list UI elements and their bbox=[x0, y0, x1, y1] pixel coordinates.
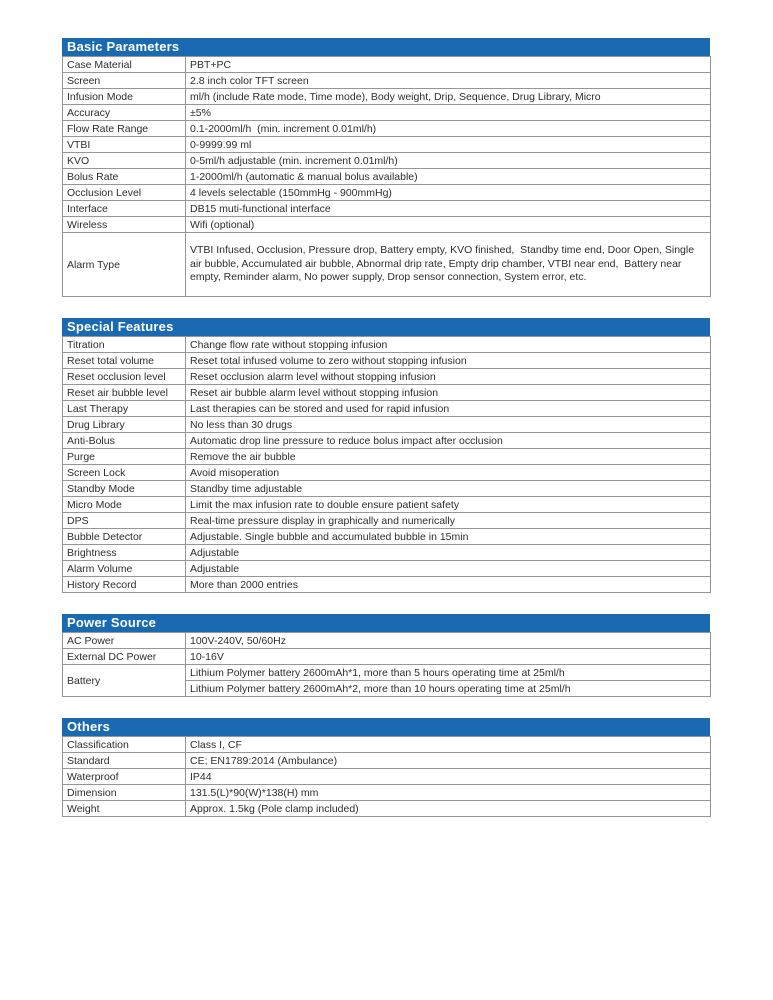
spec-label: Bubble Detector bbox=[63, 528, 186, 544]
spec-label: Accuracy bbox=[63, 105, 186, 121]
spec-value: 2.8 inch color TFT screen bbox=[186, 73, 711, 89]
spec-table bbox=[62, 736, 711, 817]
spec-value: Reset total infused volume to zero without stopping infusion bbox=[186, 352, 711, 368]
table-row bbox=[63, 496, 711, 512]
spec-value: 4 levels selectable (150mmHg - 900mmHg) bbox=[186, 185, 711, 201]
spec-value: Reset air bubble alarm level without stopping infusion bbox=[186, 384, 711, 400]
spec-value: PBT+PC bbox=[186, 57, 711, 73]
spec-value: 131.5(L)*90(W)*138(H) mm bbox=[186, 784, 711, 800]
spec-value: Adjustable bbox=[186, 560, 711, 576]
spec-label: Micro Mode bbox=[63, 496, 186, 512]
table-row bbox=[63, 121, 711, 137]
table-row bbox=[63, 480, 711, 496]
table-row bbox=[63, 400, 711, 416]
spec-label: History Record bbox=[63, 576, 186, 592]
table-row bbox=[63, 560, 711, 576]
table-row bbox=[63, 384, 711, 400]
section-special-features bbox=[62, 318, 710, 593]
spec-value: VTBI Infused, Occlusion, Pressure drop, Battery empty, KVO finished, Standby time end, Door Open, Single air bubble, Accumulated air bubble, Abnormal drip rate, Empty drip chamber, VTBI near end, Battery near empty, Reminder alarm, No power supply, Drop sensor connection, System error, etc. bbox=[186, 233, 711, 297]
table-row bbox=[63, 169, 711, 185]
spec-label: Wireless bbox=[63, 217, 186, 233]
table-row bbox=[63, 217, 711, 233]
spec-document bbox=[62, 38, 710, 838]
table-row bbox=[63, 768, 711, 784]
spec-table bbox=[62, 632, 711, 697]
spec-label: DPS bbox=[63, 512, 186, 528]
spec-label: Weight bbox=[63, 800, 186, 816]
spec-value: Class I, CF bbox=[186, 736, 711, 752]
spec-label: Classification bbox=[63, 736, 186, 752]
table-row bbox=[63, 89, 711, 105]
section-title: Special Features bbox=[62, 318, 710, 336]
spec-label: Bolus Rate bbox=[63, 169, 186, 185]
table-row bbox=[63, 448, 711, 464]
spec-label: Case Material bbox=[63, 57, 186, 73]
table-row bbox=[63, 185, 711, 201]
table-row bbox=[63, 576, 711, 592]
spec-label: Infusion Mode bbox=[63, 89, 186, 105]
spec-label: Standard bbox=[63, 752, 186, 768]
spec-value: Lithium Polymer battery 2600mAh*2, more than 10 hours operating time at 25ml/h bbox=[186, 680, 711, 696]
spec-value: 0.1-2000ml/h (min. increment 0.01ml/h) bbox=[186, 121, 711, 137]
table-row bbox=[63, 800, 711, 816]
spec-label: Occlusion Level bbox=[63, 185, 186, 201]
spec-table bbox=[62, 56, 711, 297]
table-row bbox=[63, 137, 711, 153]
section-power-source bbox=[62, 614, 710, 697]
section-title: Basic Parameters bbox=[62, 38, 710, 56]
table-row bbox=[63, 544, 711, 560]
spec-label: Alarm Volume bbox=[63, 560, 186, 576]
spec-label: Flow Rate Range bbox=[63, 121, 186, 137]
spec-label: External DC Power bbox=[63, 648, 186, 664]
spec-label: Last Therapy bbox=[63, 400, 186, 416]
spec-label: Titration bbox=[63, 336, 186, 352]
spec-value: ml/h (include Rate mode, Time mode), Body weight, Drip, Sequence, Drug Library, Micro bbox=[186, 89, 711, 105]
spec-label: VTBI bbox=[63, 137, 186, 153]
spec-label: Reset air bubble level bbox=[63, 384, 186, 400]
spec-value: ±5% bbox=[186, 105, 711, 121]
spec-label: Purge bbox=[63, 448, 186, 464]
spec-label: Anti-Bolus bbox=[63, 432, 186, 448]
section-title: Power Source bbox=[62, 614, 710, 632]
table-row bbox=[63, 73, 711, 89]
spec-label: AC Power bbox=[63, 632, 186, 648]
spec-value: Reset occlusion alarm level without stopping infusion bbox=[186, 368, 711, 384]
table-row bbox=[63, 201, 711, 217]
spec-value: Approx. 1.5kg (Pole clamp included) bbox=[186, 800, 711, 816]
section-others bbox=[62, 718, 710, 817]
spec-value: 0-9999.99 ml bbox=[186, 137, 711, 153]
spec-value: DB15 muti-functional interface bbox=[186, 201, 711, 217]
spec-value: 100V-240V, 50/60Hz bbox=[186, 632, 711, 648]
spec-label: Alarm Type bbox=[63, 233, 186, 297]
table-row bbox=[63, 336, 711, 352]
spec-label: Screen bbox=[63, 73, 186, 89]
table-row bbox=[63, 105, 711, 121]
table-row bbox=[63, 752, 711, 768]
table-row bbox=[63, 233, 711, 297]
spec-value: 1-2000ml/h (automatic & manual bolus available) bbox=[186, 169, 711, 185]
spec-label: Screen Lock bbox=[63, 464, 186, 480]
spec-value: 0-5ml/h adjustable (min. increment 0.01ml/h) bbox=[186, 153, 711, 169]
table-row bbox=[63, 57, 711, 73]
spec-value: Automatic drop line pressure to reduce bolus impact after occlusion bbox=[186, 432, 711, 448]
table-row bbox=[63, 153, 711, 169]
table-row bbox=[63, 736, 711, 752]
table-row bbox=[63, 664, 711, 680]
spec-value: No less than 30 drugs bbox=[186, 416, 711, 432]
table-row bbox=[63, 512, 711, 528]
spec-label: Waterproof bbox=[63, 768, 186, 784]
spec-label: Drug Library bbox=[63, 416, 186, 432]
spec-label: Battery bbox=[63, 664, 186, 696]
spec-label: Reset total volume bbox=[63, 352, 186, 368]
spec-label: KVO bbox=[63, 153, 186, 169]
section-basic-parameters bbox=[62, 38, 710, 297]
spec-value: Limit the max infusion rate to double ensure patient safety bbox=[186, 496, 711, 512]
table-row bbox=[63, 416, 711, 432]
spec-value: Standby time adjustable bbox=[186, 480, 711, 496]
spec-value: CE; EN1789:2014 (Ambulance) bbox=[186, 752, 711, 768]
table-row bbox=[63, 784, 711, 800]
spec-label: Standby Mode bbox=[63, 480, 186, 496]
spec-value: Wifi (optional) bbox=[186, 217, 711, 233]
spec-label: Interface bbox=[63, 201, 186, 217]
spec-value: Change flow rate without stopping infusion bbox=[186, 336, 711, 352]
spec-value: Real-time pressure display in graphically and numerically bbox=[186, 512, 711, 528]
table-row bbox=[63, 432, 711, 448]
table-row bbox=[63, 632, 711, 648]
spec-value: Last therapies can be stored and used for rapid infusion bbox=[186, 400, 711, 416]
spec-label: Brightness bbox=[63, 544, 186, 560]
table-row bbox=[63, 352, 711, 368]
spec-value: Remove the air bubble bbox=[186, 448, 711, 464]
spec-value: Lithium Polymer battery 2600mAh*1, more than 5 hours operating time at 25ml/h bbox=[186, 664, 711, 680]
table-row bbox=[63, 464, 711, 480]
section-title: Others bbox=[62, 718, 710, 736]
spec-table bbox=[62, 336, 711, 593]
spec-value: 10-16V bbox=[186, 648, 711, 664]
spec-label: Reset occlusion level bbox=[63, 368, 186, 384]
spec-label: Dimension bbox=[63, 784, 186, 800]
table-row bbox=[63, 648, 711, 664]
spec-value: IP44 bbox=[186, 768, 711, 784]
table-row bbox=[63, 368, 711, 384]
spec-value: Adjustable bbox=[186, 544, 711, 560]
spec-value: Adjustable. Single bubble and accumulated bubble in 15min bbox=[186, 528, 711, 544]
spec-value: More than 2000 entries bbox=[186, 576, 711, 592]
table-row bbox=[63, 528, 711, 544]
spec-value: Avoid misoperation bbox=[186, 464, 711, 480]
